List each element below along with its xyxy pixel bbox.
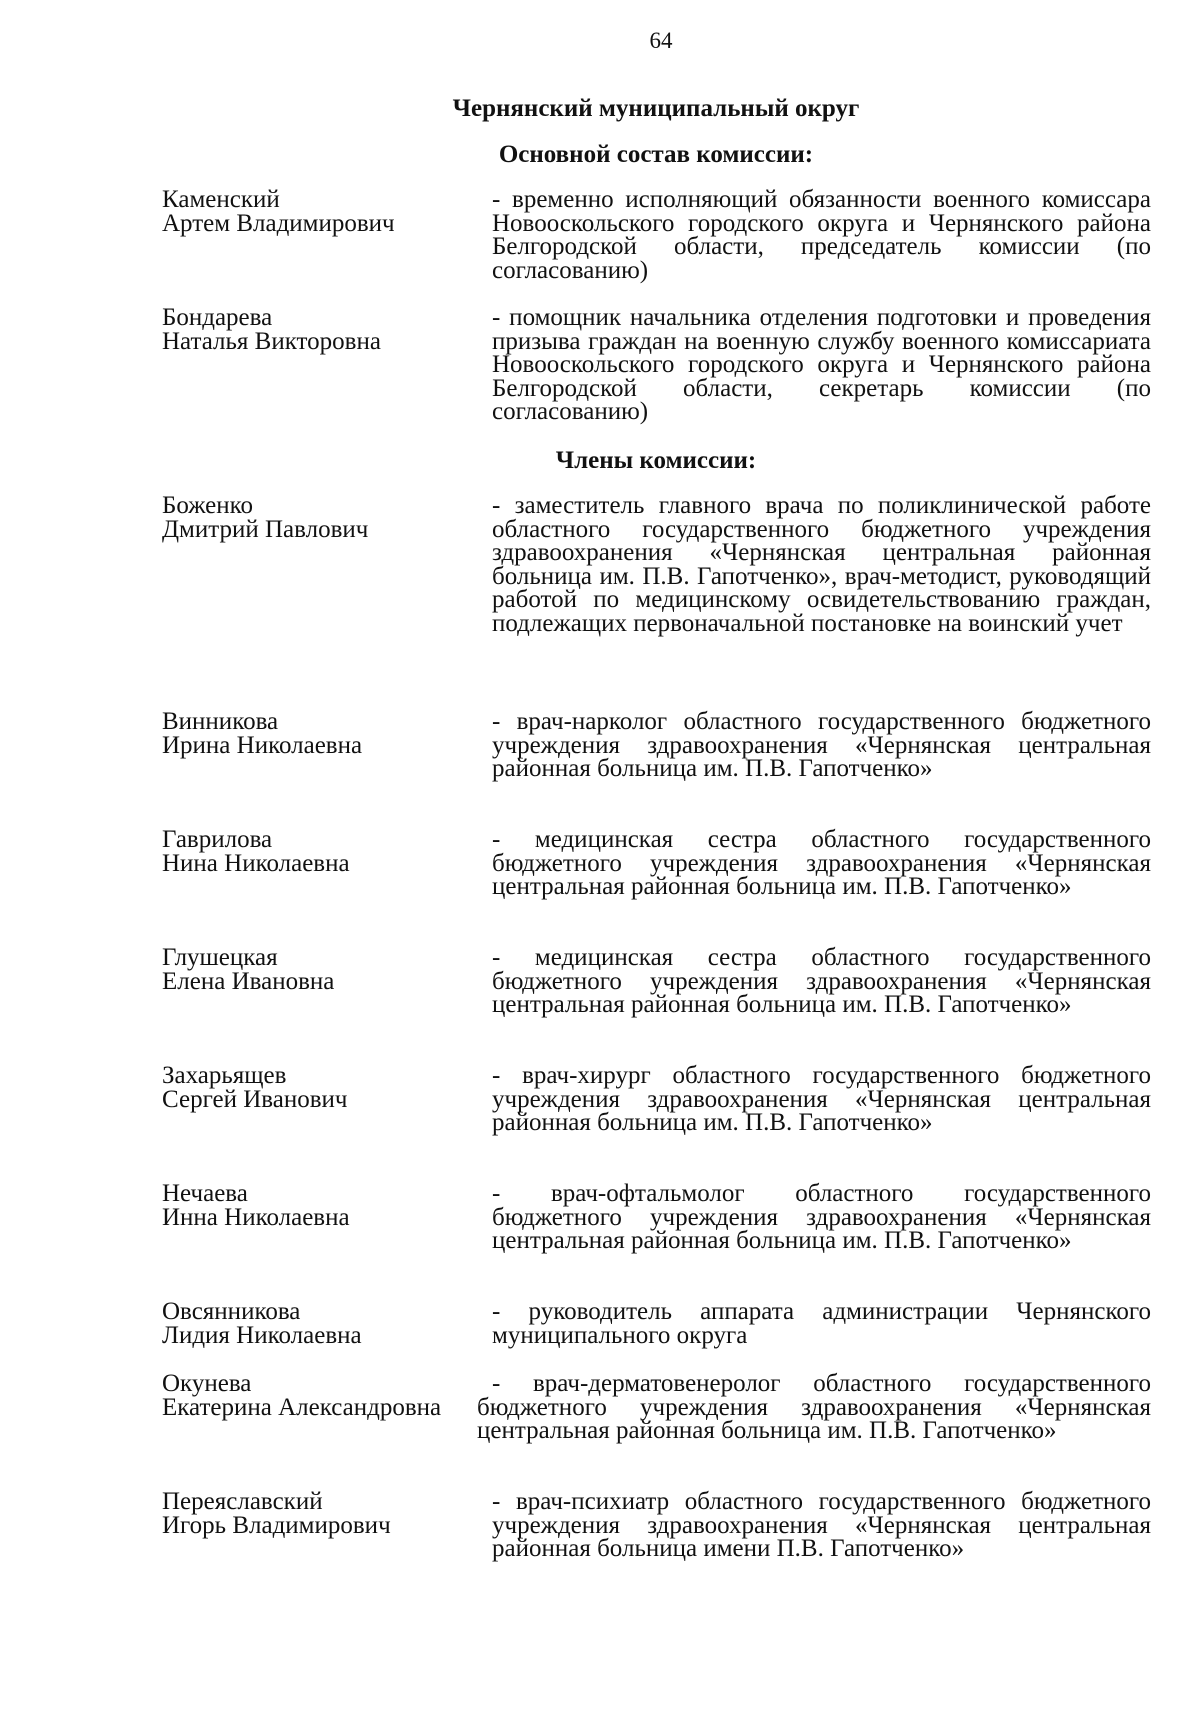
member-given-name: Екатерина Александровна [162, 1393, 442, 1421]
member-given-name: Инна Николаевна [162, 1203, 350, 1231]
member-role: - помощник начальника отделения подготовки и проведения призыва граждан на военную службу военного комиссариата Новооскольского городского округа и Чернянского района Белгородской области, секретарь комиссии (по согласованию) [492, 304, 1151, 425]
member-role: - временно исполняющий обязанности военного комиссара Новооскольского городского округа и Чернянского района Белгородской области, председатель комиссии (по согласованию) [492, 186, 1151, 284]
member-role: - врач-офтальмолог областного государственного бюджетного учреждения здравоохранения «Чернянская центральная районная больница им. П.В. Гапотченко» [492, 1180, 1151, 1254]
member-name [162, 188, 492, 235]
member-given-name: Сергей Иванович [162, 1085, 348, 1113]
member-given-name: Ирина Николаевна [162, 731, 363, 759]
member-surname: Захарьящев [162, 1062, 287, 1089]
member-given-name: Дмитрий Павлович [162, 515, 369, 543]
member-role: - медицинская сестра областного государственного бюджетного учреждения здравоохранения «Чернянская центральная районная больница им. П.В. Гапотченко» [492, 826, 1151, 900]
member-given-name: Наталья Викторовна [162, 327, 381, 355]
member-name [162, 946, 492, 993]
member-surname: Овсянникова [162, 1298, 301, 1325]
member-surname: Винникова [162, 708, 279, 735]
member-name [162, 828, 492, 875]
member-given-name: Игорь Владимирович [162, 1511, 391, 1539]
member-role: - заместитель главного врача по поликлинической работе областного государственного бюджетного учреждения здравоохранения «Чернянская центральная районная больница им. П.В. Гапотченко», врач-методист, руководящий работой по медицинскому освидетельствованию граждан, подлежащих первоначальной постановке на воинский учет [492, 492, 1151, 637]
member-name [162, 1372, 492, 1419]
member-name [162, 710, 492, 757]
member-name [162, 306, 492, 353]
member-surname: Гаврилова [162, 826, 273, 853]
member-role: - врач-хирург областного государственного бюджетного учреждения здравоохранения «Чернянская центральная районная больница им. П.В. Гапотченко» [492, 1062, 1151, 1136]
member-given-name: Елена Ивановна [162, 967, 335, 995]
member-role: - медицинская сестра областного государственного бюджетного учреждения здравоохранения «Чернянская центральная районная больница им. П.В. Гапотченко» [492, 944, 1151, 1018]
district-title: Чернянский муниципальный округ [452, 95, 860, 122]
member-role: - врач-дерматовенеролог областного государственного бюджетного учреждения здравоохранения «Чернянская центральная районная больница им. П.В. Гапотченко» [477, 1370, 1151, 1444]
main-composition-heading: Основной состав комиссии: [498, 141, 814, 168]
member-surname: Окунева [162, 1370, 252, 1397]
member-surname: Боженко [162, 492, 254, 519]
member-surname: Бондарева [162, 304, 273, 331]
member-name [162, 1064, 492, 1111]
member-name [162, 1300, 492, 1347]
member-surname: Переяславский [162, 1488, 323, 1515]
member-given-name: Артем Владимирович [162, 209, 395, 237]
member-given-name: Нина Николаевна [162, 849, 350, 877]
member-surname: Нечаева [162, 1180, 248, 1207]
member-role: - руководитель аппарата администрации Чернянского муниципального округа [492, 1298, 1151, 1349]
page-number: 64 [649, 28, 673, 53]
member-given-name: Лидия Николаевна [162, 1321, 362, 1349]
members-heading: Члены комиссии: [555, 447, 757, 474]
member-name [162, 494, 492, 541]
member-name [162, 1182, 492, 1229]
member-role: - врач-нарколог областного государственного бюджетного учреждения здравоохранения «Чернянская центральная районная больница им. П.В. Гапотченко» [492, 708, 1151, 782]
member-surname: Глушецкая [162, 944, 278, 971]
member-role: - врач-психиатр областного государственного бюджетного учреждения здравоохранения «Чернянская центральная районная больница имени П.В. Гапотченко» [492, 1488, 1151, 1562]
member-name [162, 1490, 492, 1537]
member-surname: Каменский [162, 186, 280, 213]
